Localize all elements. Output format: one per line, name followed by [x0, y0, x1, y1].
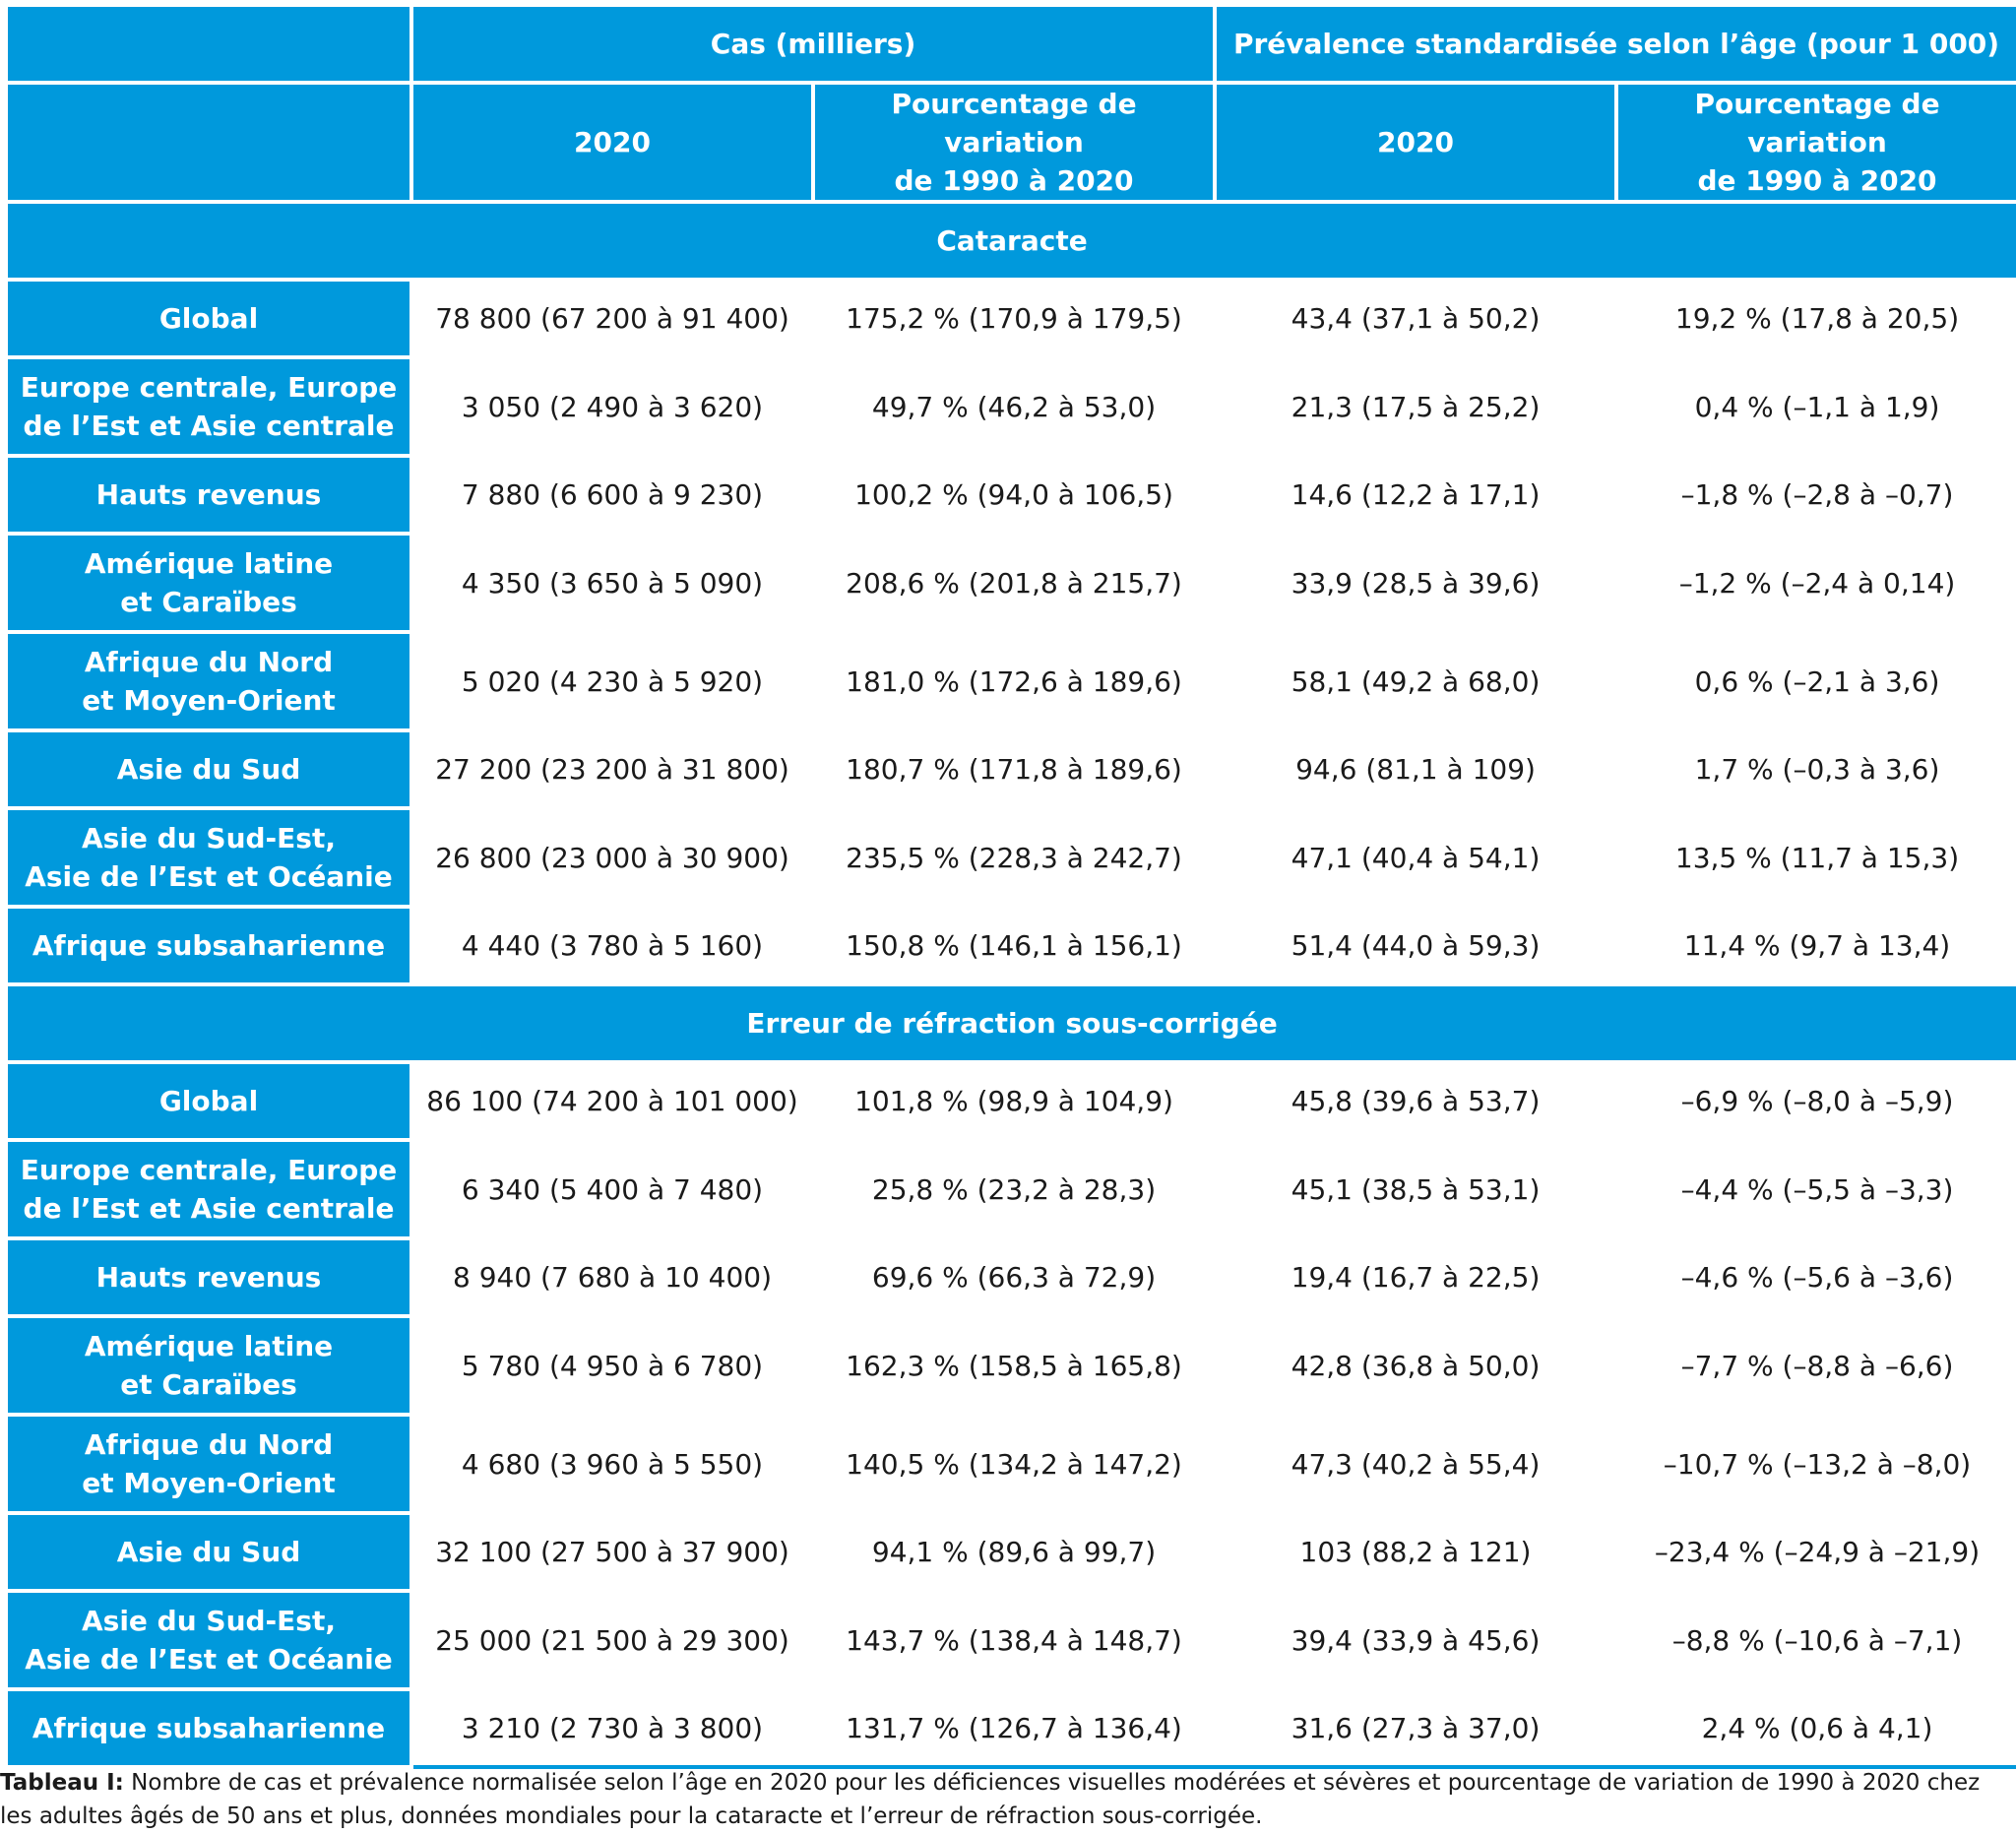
row-label-line: Europe centrale, Europe: [20, 1154, 398, 1186]
table-cell: –7,7 % (–8,8 à –6,6): [1616, 1316, 2016, 1415]
row-label-line: Europe centrale, Europe: [20, 371, 398, 404]
table-cell: –1,8 % (–2,8 à –0,7): [1616, 456, 2016, 534]
table-cell: 4 440 (3 780 à 5 160): [411, 907, 813, 984]
table-cell: 4 350 (3 650 à 5 090): [411, 534, 813, 632]
table-row: [6, 1415, 2016, 1513]
table-cell: 181,0 % (172,6 à 189,6): [813, 632, 1215, 730]
row-label-line: et Moyen-Orient: [82, 684, 336, 717]
row-label-line: et Caraïbes: [120, 586, 297, 618]
header-empty-cell: [6, 83, 411, 202]
table-cell: 45,1 (38,5 à 53,1): [1215, 1140, 1616, 1238]
header-cases-change: [813, 83, 1215, 202]
header-prevalence-change: [1616, 83, 2016, 202]
row-label-line: Afrique du Nord: [84, 646, 334, 678]
section-title: Erreur de réfraction sous-corrigée: [6, 984, 2016, 1062]
caption-label: Tableau I:: [0, 1770, 124, 1796]
table-cell: 11,4 % (9,7 à 13,4): [1616, 907, 2016, 984]
row-label: [6, 1415, 411, 1513]
row-label: [6, 632, 411, 730]
row-label: [6, 907, 411, 984]
table-cell: 162,3 % (158,5 à 165,8): [813, 1316, 1215, 1415]
row-label-line: Hauts revenus: [95, 1261, 322, 1294]
row-label-line: Asie du Sud: [116, 1536, 301, 1568]
table-cell: 0,6 % (–2,1 à 3,6): [1616, 632, 2016, 730]
table-cell: 101,8 % (98,9 à 104,9): [813, 1062, 1215, 1140]
table-cell: –6,9 % (–8,0 à –5,9): [1616, 1062, 2016, 1140]
row-label: [6, 808, 411, 907]
table-cell: 6 340 (5 400 à 7 480): [411, 1140, 813, 1238]
table-cell: 100,2 % (94,0 à 106,5): [813, 456, 1215, 534]
table-cell: 103 (88,2 à 121): [1215, 1513, 1616, 1591]
table-cell: 19,4 (16,7 à 22,5): [1215, 1238, 1616, 1316]
row-label-line: de l’Est et Asie centrale: [23, 410, 395, 442]
table-cell: 42,8 (36,8 à 50,0): [1215, 1316, 1616, 1415]
row-label-line: Amérique latine: [84, 1330, 334, 1362]
header-line: Pourcentage de variation: [1694, 88, 1940, 158]
table-cell: 208,6 % (201,8 à 215,7): [813, 534, 1215, 632]
table-cell: 21,3 (17,5 à 25,2): [1215, 357, 1616, 456]
table-cell: 14,6 (12,2 à 17,1): [1215, 456, 1616, 534]
row-label: [6, 1591, 411, 1689]
table-row: [6, 632, 2016, 730]
header-cases-2020: 2020: [411, 83, 813, 202]
row-label-line: et Moyen-Orient: [82, 1467, 336, 1499]
table-row: [6, 1062, 2016, 1140]
row-label-line: Asie de l’Est et Océanie: [25, 1643, 393, 1676]
table-cell: 7 880 (6 600 à 9 230): [411, 456, 813, 534]
row-label-line: Afrique du Nord: [84, 1428, 334, 1461]
table-cell: 45,8 (39,6 à 53,7): [1215, 1062, 1616, 1140]
table-cell: 78 800 (67 200 à 91 400): [411, 280, 813, 357]
table-cell: 13,5 % (11,7 à 15,3): [1616, 808, 2016, 907]
table-cell: 47,1 (40,4 à 54,1): [1215, 808, 1616, 907]
table-cell: 0,4 % (–1,1 à 1,9): [1616, 357, 2016, 456]
table-cell: 131,7 % (126,7 à 136,4): [813, 1689, 1215, 1767]
row-label: [6, 1238, 411, 1316]
row-label-line: Afrique subsaharienne: [32, 929, 386, 962]
row-label: [6, 730, 411, 808]
table-caption: [0, 1766, 2016, 1833]
table-cell: 235,5 % (228,3 à 242,7): [813, 808, 1215, 907]
table-cell: –10,7 % (–13,2 à –8,0): [1616, 1415, 2016, 1513]
row-label: [6, 1140, 411, 1238]
row-label: [6, 1316, 411, 1415]
table-cell: 94,6 (81,1 à 109): [1215, 730, 1616, 808]
table-row: [6, 1140, 2016, 1238]
header-group-cases: Cas (milliers): [411, 5, 1215, 83]
table-cell: 3 050 (2 490 à 3 620): [411, 357, 813, 456]
table-cell: 5 780 (4 950 à 6 780): [411, 1316, 813, 1415]
row-label-line: Asie du Sud: [116, 753, 301, 786]
table-cell: 27 200 (23 200 à 31 800): [411, 730, 813, 808]
table-cell: 180,7 % (171,8 à 189,6): [813, 730, 1215, 808]
row-label-line: Asie du Sud-Est,: [82, 822, 336, 854]
header-line: de 1990 à 2020: [894, 164, 1134, 197]
table-cell: 19,2 % (17,8 à 20,5): [1616, 280, 2016, 357]
header-row-groups: [6, 5, 2016, 83]
header-line: de 1990 à 2020: [1697, 164, 1937, 197]
table-cell: 8 940 (7 680 à 10 400): [411, 1238, 813, 1316]
row-label-line: de l’Est et Asie centrale: [23, 1192, 395, 1225]
row-label-line: Global: [158, 302, 259, 335]
table-cell: 5 020 (4 230 à 5 920): [411, 632, 813, 730]
section-title: Cataracte: [6, 202, 2016, 280]
table-cell: 69,6 % (66,3 à 72,9): [813, 1238, 1215, 1316]
table-cell: 2,4 % (0,6 à 4,1): [1616, 1689, 2016, 1767]
table-row: [6, 534, 2016, 632]
table-row: [6, 1238, 2016, 1316]
table-row: [6, 1591, 2016, 1689]
row-label: [6, 534, 411, 632]
table-cell: 150,8 % (146,1 à 156,1): [813, 907, 1215, 984]
header-row-subcolumns: [6, 83, 2016, 202]
row-label-line: Amérique latine: [84, 547, 334, 580]
row-label-line: Global: [158, 1085, 259, 1117]
data-table: [4, 3, 2016, 1769]
row-label-line: Afrique subsaharienne: [32, 1712, 386, 1744]
table-row: [6, 1316, 2016, 1415]
header-prevalence-2020: 2020: [1215, 83, 1616, 202]
table-cell: 32 100 (27 500 à 37 900): [411, 1513, 813, 1591]
table-row: [6, 456, 2016, 534]
table-cell: 94,1 % (89,6 à 99,7): [813, 1513, 1215, 1591]
table-row: [6, 280, 2016, 357]
table-cell: 51,4 (44,0 à 59,3): [1215, 907, 1616, 984]
header-line: Pourcentage de variation: [891, 88, 1137, 158]
table-cell: –4,4 % (–5,5 à –3,3): [1616, 1140, 2016, 1238]
row-label: [6, 456, 411, 534]
table-row: [6, 1689, 2016, 1767]
table-cell: 3 210 (2 730 à 3 800): [411, 1689, 813, 1767]
header-group-prevalence: Prévalence standardisée selon l’âge (pour 1 000): [1215, 5, 2016, 83]
table-cell: 33,9 (28,5 à 39,6): [1215, 534, 1616, 632]
table-row: [6, 357, 2016, 456]
table-cell: 58,1 (49,2 à 68,0): [1215, 632, 1616, 730]
row-label: [6, 1513, 411, 1591]
table-cell: 143,7 % (138,4 à 148,7): [813, 1591, 1215, 1689]
row-label: [6, 1689, 411, 1767]
table-cell: 31,6 (27,3 à 37,0): [1215, 1689, 1616, 1767]
table-cell: 25 000 (21 500 à 29 300): [411, 1591, 813, 1689]
row-label-line: Asie de l’Est et Océanie: [25, 860, 393, 893]
table-cell: 25,8 % (23,2 à 28,3): [813, 1140, 1215, 1238]
table-cell: 47,3 (40,2 à 55,4): [1215, 1415, 1616, 1513]
table-cell: 26 800 (23 000 à 30 900): [411, 808, 813, 907]
table-cell: 1,7 % (–0,3 à 3,6): [1616, 730, 2016, 808]
caption-text: Nombre de cas et prévalence normalisée selon l’âge en 2020 pour les déficiences visuelles modérées et sévères et pourcentage de variation de 1990 à 2020 chez les adultes âgés de 50 ans et plus, données mondiales pour la cataracte et l’erreur de réfraction sous-corrigée.: [0, 1770, 1981, 1829]
row-label: [6, 357, 411, 456]
table-cell: 43,4 (37,1 à 50,2): [1215, 280, 1616, 357]
header-empty-cell: [6, 5, 411, 83]
section-header-row: [6, 202, 2016, 280]
table-cell: –23,4 % (–24,9 à –21,9): [1616, 1513, 2016, 1591]
table-row: [6, 907, 2016, 984]
row-label-line: et Caraïbes: [120, 1368, 297, 1401]
table-cell: 4 680 (3 960 à 5 550): [411, 1415, 813, 1513]
table-cell: 175,2 % (170,9 à 179,5): [813, 280, 1215, 357]
table-cell: 39,4 (33,9 à 45,6): [1215, 1591, 1616, 1689]
table-cell: –8,8 % (–10,6 à –7,1): [1616, 1591, 2016, 1689]
table-cell: 140,5 % (134,2 à 147,2): [813, 1415, 1215, 1513]
table-cell: –1,2 % (–2,4 à 0,14): [1616, 534, 2016, 632]
table-row: [6, 808, 2016, 907]
table-cell: –4,6 % (–5,6 à –3,6): [1616, 1238, 2016, 1316]
row-label-line: Asie du Sud-Est,: [82, 1605, 336, 1637]
table-row: [6, 1513, 2016, 1591]
table-row: [6, 730, 2016, 808]
section-header-row: [6, 984, 2016, 1062]
row-label: [6, 1062, 411, 1140]
table-cell: 49,7 % (46,2 à 53,0): [813, 357, 1215, 456]
row-label-line: Hauts revenus: [95, 478, 322, 511]
row-label: [6, 280, 411, 357]
table-cell: 86 100 (74 200 à 101 000): [411, 1062, 813, 1140]
